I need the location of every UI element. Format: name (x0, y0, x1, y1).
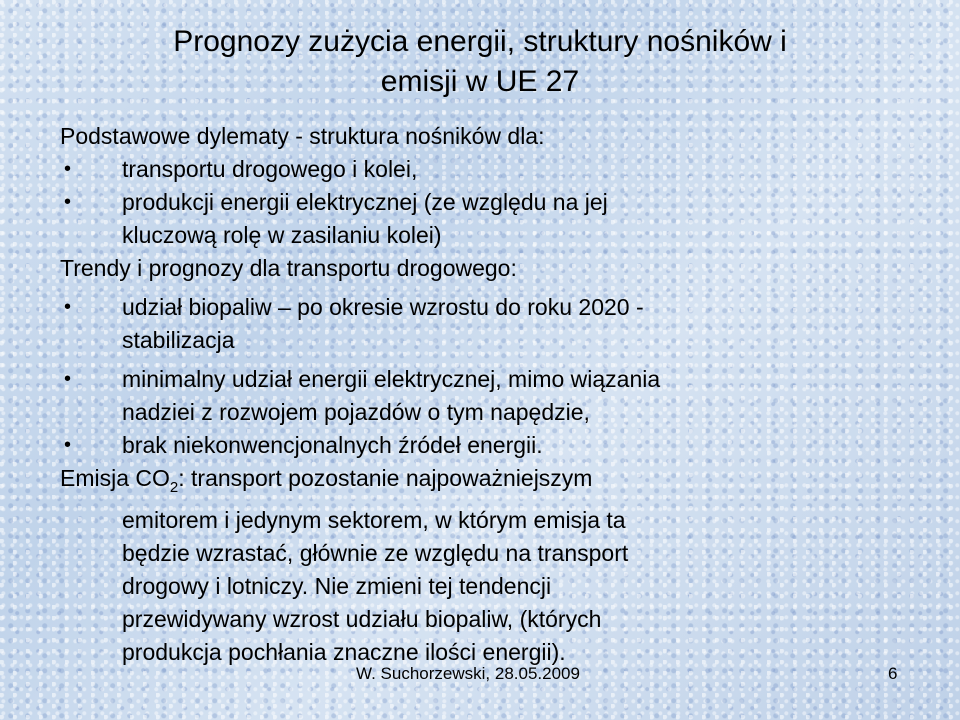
bullet-dot-icon: • (64, 368, 72, 390)
bullet-dot-icon: • (64, 191, 72, 213)
slide-title-line-1: Prognozy zużycia energii, struktury nośników i (173, 25, 787, 58)
emission-text-continued: produkcja pochłania znaczne ilości energii). (122, 639, 566, 665)
emission-lead: Emisja CO (60, 465, 170, 491)
bullet-text: produkcji energii elektrycznej (ze względu na jej (122, 189, 608, 215)
bullet-dot-icon: • (64, 158, 72, 180)
emission-rest: : transport pozostanie najpoważniejszym (178, 465, 593, 491)
bullet-item (60, 429, 940, 462)
slide-footer: W. Suchorzewski, 28.05.2009 (356, 664, 580, 683)
bullet-item (60, 291, 940, 324)
bullet-item (60, 186, 940, 219)
bullet-text: minimalny udział energii elektrycznej, mimo wiązania (122, 366, 661, 392)
section-heading-emissions (60, 462, 940, 504)
page-number: 6 (888, 664, 898, 683)
bullet-text-continued: kluczową rolę w zasilaniu kolei) (122, 222, 442, 248)
bullet-dot-icon: • (64, 296, 72, 318)
bullet-text-continued: stabilizacja (122, 327, 235, 353)
emission-text-continued: emitorem i jedynym sektorem, w którym emisja ta (122, 507, 626, 533)
bullet-item (60, 153, 940, 186)
slide-title-line-2: emisji w UE 27 (380, 65, 580, 98)
slide-title (70, 22, 890, 102)
bullet-text: transportu drogowego i kolei, (122, 156, 418, 182)
emission-text-continued: przewidywany wzrost udziału biopaliw, (których (122, 606, 602, 632)
bullet-text: udział biopaliw – po okresie wzrostu do roku 2020 - (122, 294, 644, 320)
section-heading-dilemmas: Podstawowe dylematy - struktura nośników dla: (60, 123, 545, 149)
bullet-text-continued: nadziei z rozwojem pojazdów o tym napędzie, (122, 399, 590, 425)
emission-text-continued: drogowy i lotniczy. Nie zmieni tej tendencji (122, 573, 552, 599)
slide-body (60, 120, 940, 669)
section-heading-trends: Trendy i prognozy dla transportu drogowego: (60, 255, 517, 281)
bullet-dot-icon: • (64, 434, 72, 456)
emission-text-continued: będzie wzrastać, głównie ze względu na transport (122, 540, 629, 566)
bullet-text: brak niekonwencjonalnych źródeł energii. (122, 432, 543, 458)
bullet-item (60, 363, 940, 396)
co2-subscript: 2 (169, 479, 179, 496)
